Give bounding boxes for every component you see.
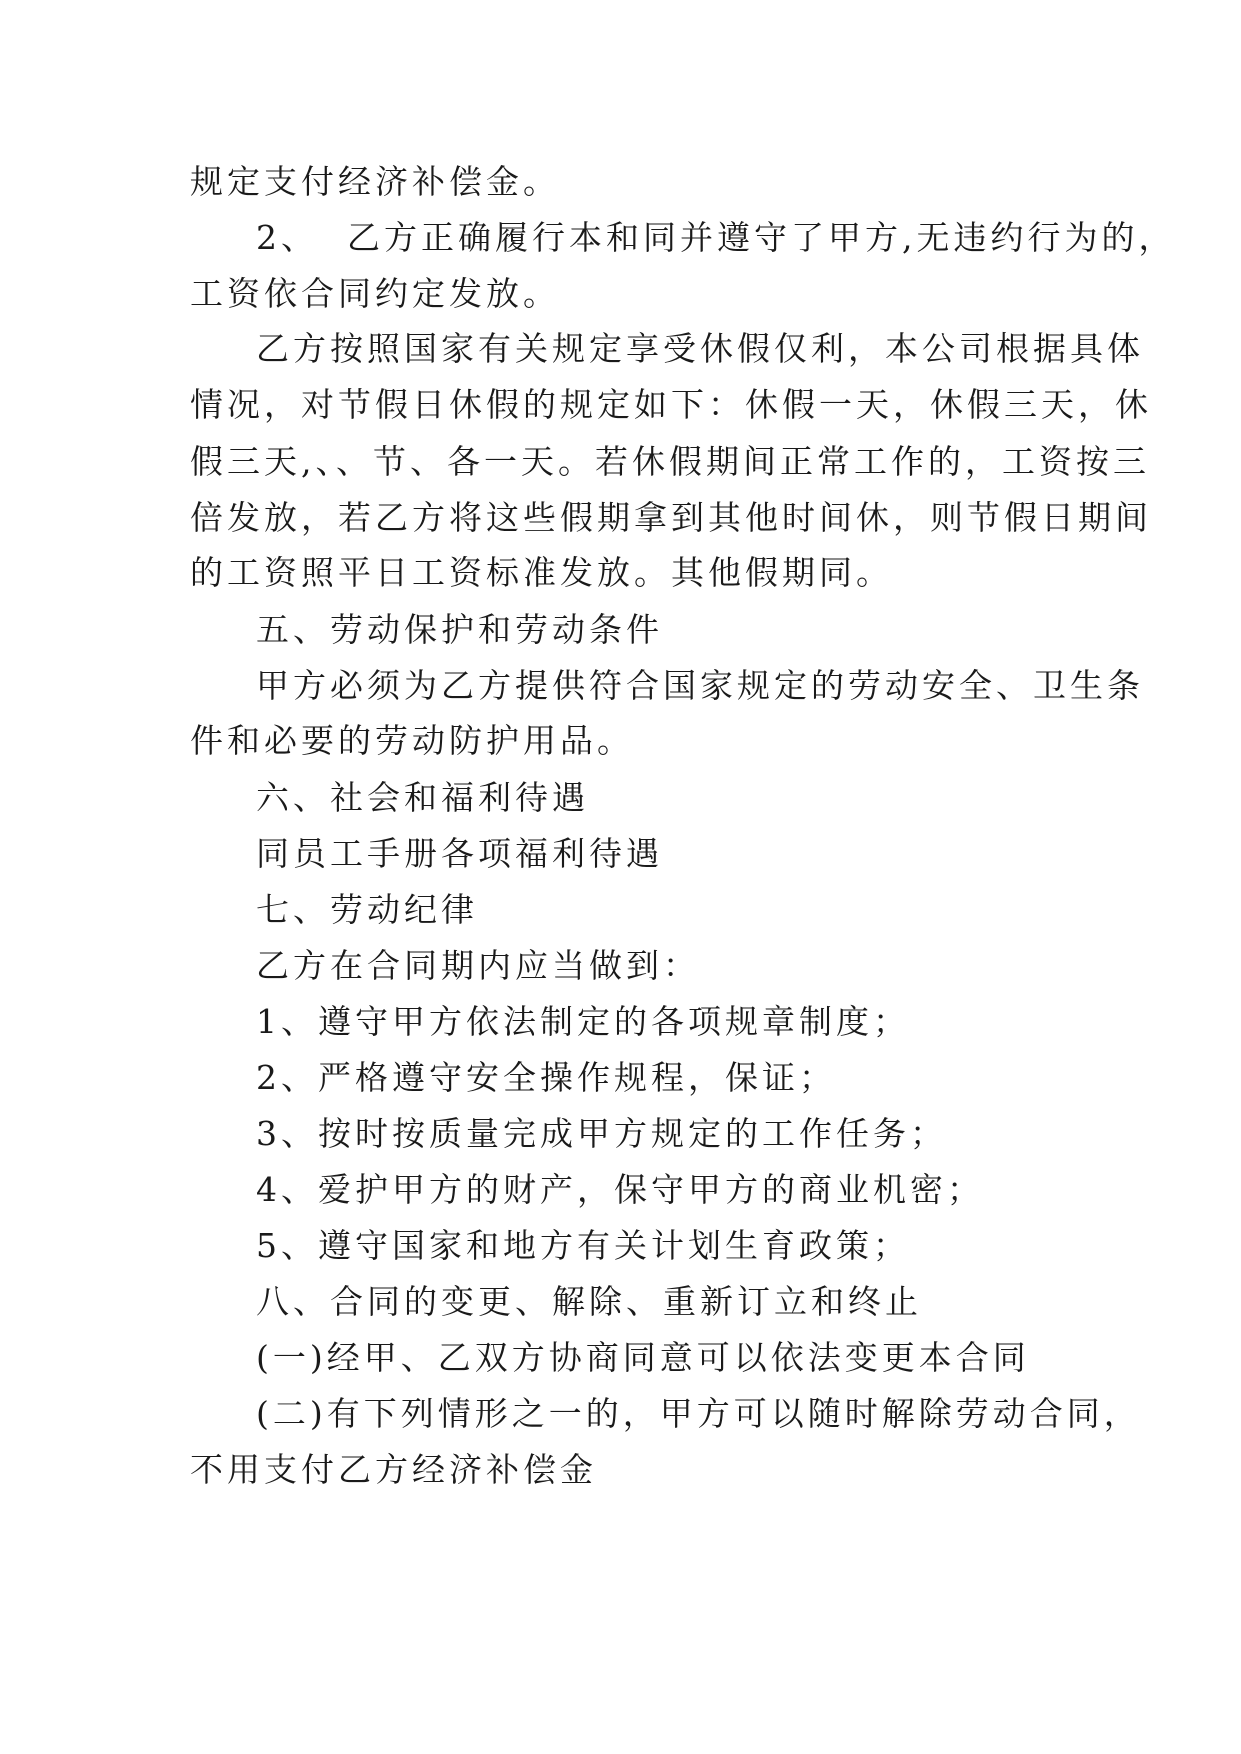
text-line: 的工资照平日工资标准发放。其他假期同。 xyxy=(190,553,893,592)
text-line: 假三天,、、节、各一天。若休假期间正常工作的，工资按三 xyxy=(190,442,1150,481)
text-line: 工资依合同约定发放。 xyxy=(190,274,560,313)
text-line: 规定支付经济补偿金。 xyxy=(190,162,560,201)
section-heading: 六、社会和福利待遇 xyxy=(256,778,589,817)
list-item: 2、严格遵守安全操作规程，保证； xyxy=(256,1058,836,1097)
text-line: 倍发放，若乙方将这些假期拿到其他时间休，则节假日期间 xyxy=(190,498,1152,537)
list-item: 5、遵守国家和地方有关计划生育政策； xyxy=(256,1226,910,1265)
text-line: 情况，对节假日休假的规定如下：休假一天，休假三天，休 xyxy=(190,385,1152,424)
list-item: 1、遵守甲方依法制定的各项规章制度； xyxy=(256,1002,910,1041)
text-line: 乙方按照国家有关规定享受休假仅利，本公司根据具体 xyxy=(256,329,1144,368)
section-heading: 五、劳动保护和劳动条件 xyxy=(256,610,663,649)
text-line: 不用支付乙方经济补偿金 xyxy=(190,1450,597,1489)
section-heading: 八、合同的变更、解除、重新订立和终止 xyxy=(256,1282,922,1321)
text-line: 甲方必须为乙方提供符合国家规定的劳动安全、卫生条 xyxy=(256,666,1144,705)
text-line: 件和必要的劳动防护用品。 xyxy=(190,721,634,760)
text-line: (二)有下列情形之一的，甲方可以随时解除劳动合同， xyxy=(256,1394,1141,1433)
list-item: 4、爱护甲方的财产，保守甲方的商业机密； xyxy=(256,1170,984,1209)
text-line: 乙方在合同期内应当做到： xyxy=(256,946,700,985)
section-heading: 七、劳动纪律 xyxy=(256,890,478,929)
text-line: (一)经甲、乙双方协商同意可以依法变更本合同 xyxy=(256,1338,1030,1377)
list-item: 3、按时按质量完成甲方规定的工作任务； xyxy=(256,1114,947,1153)
text-line: 同员工手册各项福利待遇 xyxy=(256,834,663,873)
text-line: 2、 乙方正确履行本和同并遵守了甲方,无违约行为的， xyxy=(256,218,1176,257)
